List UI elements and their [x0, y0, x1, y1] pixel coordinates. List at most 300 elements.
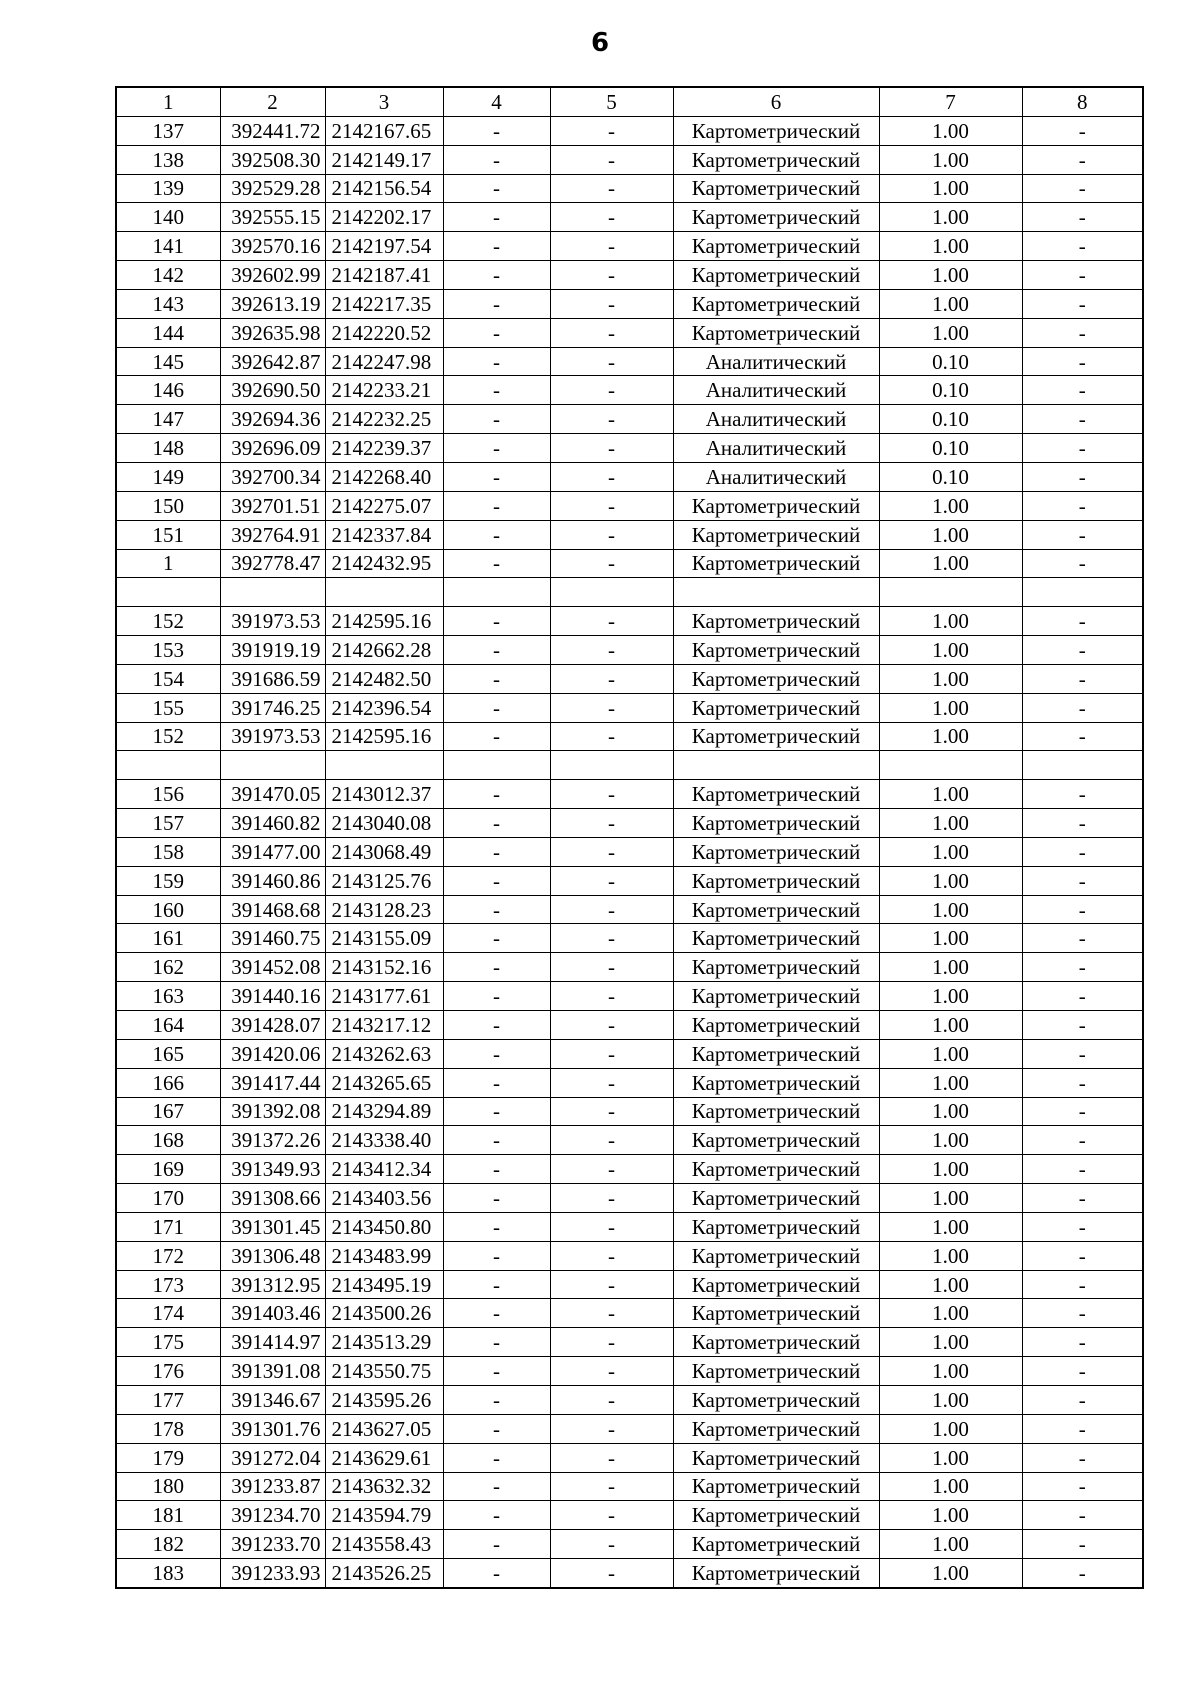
y-coordinate-cell: 2143068.49 [325, 837, 443, 866]
col4-cell: - [443, 318, 550, 347]
x-coordinate-cell: 392529.28 [220, 174, 325, 203]
method-cell: Картометрический [673, 1155, 879, 1184]
method-cell: Картометрический [673, 232, 879, 261]
y-coordinate-cell: 2143040.08 [325, 809, 443, 838]
x-coordinate-cell: 391372.26 [220, 1126, 325, 1155]
method-cell: Картометрический [673, 1068, 879, 1097]
table-row [116, 722, 1143, 751]
point-number-cell: 183 [116, 1559, 220, 1588]
point-number-cell: 171 [116, 1212, 220, 1241]
x-coordinate-cell: 392570.16 [220, 232, 325, 261]
col5-cell: - [550, 1126, 673, 1155]
point-number-cell: 145 [116, 347, 220, 376]
accuracy-cell: 1.00 [879, 1212, 1022, 1241]
method-cell: Картометрический [673, 664, 879, 693]
table-row [116, 1270, 1143, 1299]
col8-cell: - [1022, 866, 1143, 895]
x-coordinate-cell: 392701.51 [220, 491, 325, 520]
method-cell: Картометрический [673, 116, 879, 145]
y-coordinate-cell: 2143550.75 [325, 1357, 443, 1386]
point-number-cell: 148 [116, 434, 220, 463]
table-row [116, 1299, 1143, 1328]
col5-cell: - [550, 1212, 673, 1241]
accuracy-cell: 0.10 [879, 434, 1022, 463]
col4-cell: - [443, 1385, 550, 1414]
x-coordinate-cell: 392555.15 [220, 203, 325, 232]
col5-cell: - [550, 607, 673, 636]
accuracy-cell [879, 578, 1022, 607]
coordinates-table-body [116, 87, 1143, 1588]
col5-cell: - [550, 895, 673, 924]
accuracy-cell: 1.00 [879, 837, 1022, 866]
accuracy-cell: 0.10 [879, 347, 1022, 376]
col4-cell: - [443, 1212, 550, 1241]
header-cell: 6 [673, 87, 879, 116]
col5-cell: - [550, 174, 673, 203]
table-header-row [116, 87, 1143, 116]
y-coordinate-cell: 2142187.41 [325, 261, 443, 290]
table-row [116, 664, 1143, 693]
col4-cell: - [443, 232, 550, 261]
accuracy-cell: 1.00 [879, 780, 1022, 809]
col8-cell: - [1022, 405, 1143, 434]
x-coordinate-cell: 392700.34 [220, 462, 325, 491]
point-number-cell: 151 [116, 520, 220, 549]
method-cell: Картометрический [673, 549, 879, 578]
y-coordinate-cell: 2143594.79 [325, 1501, 443, 1530]
x-coordinate-cell: 391301.76 [220, 1414, 325, 1443]
method-cell: Аналитический [673, 434, 879, 463]
table-row [116, 203, 1143, 232]
accuracy-cell: 0.10 [879, 405, 1022, 434]
table-row [116, 1530, 1143, 1559]
col5-cell: - [550, 1184, 673, 1213]
x-coordinate-cell: 391392.08 [220, 1097, 325, 1126]
y-coordinate-cell: 2143125.76 [325, 866, 443, 895]
col8-cell: - [1022, 1011, 1143, 1040]
col8-cell: - [1022, 1385, 1143, 1414]
table-row [116, 1443, 1143, 1472]
accuracy-cell [879, 751, 1022, 780]
col8-cell: - [1022, 1039, 1143, 1068]
y-coordinate-cell: 2142595.16 [325, 607, 443, 636]
col8-cell: - [1022, 1212, 1143, 1241]
accuracy-cell: 1.00 [879, 491, 1022, 520]
table-row [116, 520, 1143, 549]
accuracy-cell: 1.00 [879, 145, 1022, 174]
accuracy-cell: 1.00 [879, 1270, 1022, 1299]
accuracy-cell: 1.00 [879, 1184, 1022, 1213]
point-number-cell: 181 [116, 1501, 220, 1530]
method-cell: Картометрический [673, 809, 879, 838]
table-row [116, 376, 1143, 405]
point-number-cell: 167 [116, 1097, 220, 1126]
col5-cell: - [550, 1443, 673, 1472]
y-coordinate-cell: 2143595.26 [325, 1385, 443, 1414]
col5-cell: - [550, 1559, 673, 1588]
point-number-cell: 1 [116, 549, 220, 578]
header-cell: 5 [550, 87, 673, 116]
point-number-cell: 139 [116, 174, 220, 203]
point-number-cell: 166 [116, 1068, 220, 1097]
col8-cell: - [1022, 520, 1143, 549]
col5-cell: - [550, 722, 673, 751]
accuracy-cell: 1.00 [879, 953, 1022, 982]
y-coordinate-cell: 2143128.23 [325, 895, 443, 924]
col4-cell: - [443, 174, 550, 203]
col5-cell: - [550, 1068, 673, 1097]
accuracy-cell: 1.00 [879, 1501, 1022, 1530]
col8-cell: - [1022, 1097, 1143, 1126]
col8-cell: - [1022, 1270, 1143, 1299]
x-coordinate-cell: 392635.98 [220, 318, 325, 347]
point-number-cell: 163 [116, 982, 220, 1011]
point-number-cell: 146 [116, 376, 220, 405]
table-row [116, 347, 1143, 376]
point-number-cell: 172 [116, 1241, 220, 1270]
method-cell: Картометрический [673, 318, 879, 347]
table-row [116, 982, 1143, 1011]
method-cell: Картометрический [673, 1184, 879, 1213]
x-coordinate-cell: 392613.19 [220, 289, 325, 318]
col4-cell: - [443, 434, 550, 463]
accuracy-cell: 1.00 [879, 1241, 1022, 1270]
col8-cell: - [1022, 664, 1143, 693]
point-number-cell: 170 [116, 1184, 220, 1213]
x-coordinate-cell: 391234.70 [220, 1501, 325, 1530]
point-number-cell: 141 [116, 232, 220, 261]
y-coordinate-cell: 2142239.37 [325, 434, 443, 463]
x-coordinate-cell: 392696.09 [220, 434, 325, 463]
col4-cell [443, 751, 550, 780]
col5-cell: - [550, 1328, 673, 1357]
accuracy-cell: 0.10 [879, 462, 1022, 491]
point-number-cell: 143 [116, 289, 220, 318]
point-number-cell: 179 [116, 1443, 220, 1472]
table-row [116, 895, 1143, 924]
col8-cell [1022, 578, 1143, 607]
point-number-cell: 155 [116, 693, 220, 722]
x-coordinate-cell: 392764.91 [220, 520, 325, 549]
col5-cell: - [550, 434, 673, 463]
col8-cell: - [1022, 491, 1143, 520]
col8-cell: - [1022, 636, 1143, 665]
method-cell: Картометрический [673, 693, 879, 722]
y-coordinate-cell: 2142217.35 [325, 289, 443, 318]
col4-cell: - [443, 1270, 550, 1299]
col4-cell: - [443, 722, 550, 751]
accuracy-cell: 1.00 [879, 549, 1022, 578]
x-coordinate-cell: 391973.53 [220, 607, 325, 636]
x-coordinate-cell: 391477.00 [220, 837, 325, 866]
table-row [116, 1068, 1143, 1097]
point-number-cell: 147 [116, 405, 220, 434]
col4-cell: - [443, 491, 550, 520]
col5-cell: - [550, 232, 673, 261]
y-coordinate-cell: 2143495.19 [325, 1270, 443, 1299]
col8-cell: - [1022, 895, 1143, 924]
col8-cell: - [1022, 1328, 1143, 1357]
x-coordinate-cell: 391403.46 [220, 1299, 325, 1328]
col4-cell: - [443, 347, 550, 376]
method-cell: Картометрический [673, 1097, 879, 1126]
accuracy-cell: 1.00 [879, 1385, 1022, 1414]
y-coordinate-cell: 2142156.54 [325, 174, 443, 203]
accuracy-cell: 1.00 [879, 289, 1022, 318]
accuracy-cell: 1.00 [879, 116, 1022, 145]
x-coordinate-cell: 391233.93 [220, 1559, 325, 1588]
point-number-cell: 156 [116, 780, 220, 809]
col8-cell: - [1022, 693, 1143, 722]
y-coordinate-cell: 2143513.29 [325, 1328, 443, 1357]
method-cell: Картометрический [673, 1299, 879, 1328]
col4-cell: - [443, 549, 550, 578]
col5-cell: - [550, 1241, 673, 1270]
point-number-cell: 177 [116, 1385, 220, 1414]
point-number-cell: 161 [116, 924, 220, 953]
x-coordinate-cell: 391973.53 [220, 722, 325, 751]
y-coordinate-cell: 2142662.28 [325, 636, 443, 665]
table-row [116, 1559, 1143, 1588]
method-cell: Картометрический [673, 145, 879, 174]
col4-cell: - [443, 1126, 550, 1155]
method-cell: Картометрический [673, 837, 879, 866]
method-cell: Картометрический [673, 491, 879, 520]
x-coordinate-cell: 391460.82 [220, 809, 325, 838]
col5-cell: - [550, 1472, 673, 1501]
table-row [116, 405, 1143, 434]
method-cell: Картометрический [673, 1443, 879, 1472]
x-coordinate-cell: 391460.86 [220, 866, 325, 895]
method-cell: Аналитический [673, 376, 879, 405]
y-coordinate-cell: 2142220.52 [325, 318, 443, 347]
method-cell: Картометрический [673, 1357, 879, 1386]
y-coordinate-cell: 2142337.84 [325, 520, 443, 549]
accuracy-cell: 1.00 [879, 1039, 1022, 1068]
x-coordinate-cell: 392694.36 [220, 405, 325, 434]
col5-cell: - [550, 1501, 673, 1530]
table-row [116, 318, 1143, 347]
col8-cell: - [1022, 174, 1143, 203]
x-coordinate-cell: 391686.59 [220, 664, 325, 693]
method-cell: Аналитический [673, 405, 879, 434]
col4-cell: - [443, 1184, 550, 1213]
method-cell: Аналитический [673, 462, 879, 491]
method-cell: Картометрический [673, 261, 879, 290]
col8-cell: - [1022, 809, 1143, 838]
col8-cell: - [1022, 549, 1143, 578]
x-coordinate-cell: 391312.95 [220, 1270, 325, 1299]
point-number-cell: 152 [116, 722, 220, 751]
table-row [116, 289, 1143, 318]
col5-cell: - [550, 924, 673, 953]
accuracy-cell: 1.00 [879, 982, 1022, 1011]
x-coordinate-cell: 391470.05 [220, 780, 325, 809]
col5-cell: - [550, 780, 673, 809]
col5-cell: - [550, 376, 673, 405]
point-number-cell: 153 [116, 636, 220, 665]
col8-cell: - [1022, 1241, 1143, 1270]
method-cell: Картометрический [673, 636, 879, 665]
table-row [116, 1385, 1143, 1414]
col5-cell: - [550, 664, 673, 693]
header-cell: 8 [1022, 87, 1143, 116]
y-coordinate-cell: 2142202.17 [325, 203, 443, 232]
col8-cell: - [1022, 1068, 1143, 1097]
y-coordinate-cell: 2142595.16 [325, 722, 443, 751]
col5-cell: - [550, 693, 673, 722]
col5-cell: - [550, 203, 673, 232]
method-cell: Аналитический [673, 347, 879, 376]
table-row [116, 116, 1143, 145]
point-number-cell: 157 [116, 809, 220, 838]
col5-cell: - [550, 837, 673, 866]
y-coordinate-cell: 2143526.25 [325, 1559, 443, 1588]
table-row [116, 1414, 1143, 1443]
x-coordinate-cell: 391440.16 [220, 982, 325, 1011]
col4-cell: - [443, 636, 550, 665]
col4-cell: - [443, 462, 550, 491]
point-number-cell: 180 [116, 1472, 220, 1501]
y-coordinate-cell: 2143627.05 [325, 1414, 443, 1443]
col5-cell: - [550, 636, 673, 665]
x-coordinate-cell [220, 751, 325, 780]
method-cell: Картометрический [673, 520, 879, 549]
col8-cell: - [1022, 982, 1143, 1011]
col8-cell: - [1022, 1357, 1143, 1386]
method-cell: Картометрический [673, 1241, 879, 1270]
page-number: 6 [590, 28, 610, 58]
col4-cell: - [443, 895, 550, 924]
y-coordinate-cell: 2143012.37 [325, 780, 443, 809]
y-coordinate-cell: 2143483.99 [325, 1241, 443, 1270]
point-number-cell: 159 [116, 866, 220, 895]
col8-cell: - [1022, 289, 1143, 318]
col4-cell: - [443, 1472, 550, 1501]
method-cell [673, 751, 879, 780]
y-coordinate-cell: 2143632.32 [325, 1472, 443, 1501]
col8-cell: - [1022, 462, 1143, 491]
col5-cell: - [550, 145, 673, 174]
accuracy-cell: 1.00 [879, 1530, 1022, 1559]
point-number-cell: 175 [116, 1328, 220, 1357]
point-number-cell: 150 [116, 491, 220, 520]
point-number-cell: 174 [116, 1299, 220, 1328]
col4-cell: - [443, 1501, 550, 1530]
col4-cell: - [443, 1414, 550, 1443]
col8-cell: - [1022, 1530, 1143, 1559]
point-number-cell: 142 [116, 261, 220, 290]
accuracy-cell: 1.00 [879, 261, 1022, 290]
y-coordinate-cell: 2143217.12 [325, 1011, 443, 1040]
x-coordinate-cell: 391349.93 [220, 1155, 325, 1184]
col4-cell: - [443, 1530, 550, 1559]
method-cell: Картометрический [673, 1011, 879, 1040]
col8-cell: - [1022, 1414, 1143, 1443]
col4-cell: - [443, 1039, 550, 1068]
y-coordinate-cell [325, 751, 443, 780]
point-number-cell: 165 [116, 1039, 220, 1068]
y-coordinate-cell: 2143265.65 [325, 1068, 443, 1097]
method-cell: Картометрический [673, 895, 879, 924]
col4-cell: - [443, 1299, 550, 1328]
table-row [116, 145, 1143, 174]
point-number-cell: 140 [116, 203, 220, 232]
method-cell [673, 578, 879, 607]
y-coordinate-cell: 2142167.65 [325, 116, 443, 145]
y-coordinate-cell: 2142268.40 [325, 462, 443, 491]
x-coordinate-cell: 391746.25 [220, 693, 325, 722]
method-cell: Картометрический [673, 1530, 879, 1559]
method-cell: Картометрический [673, 924, 879, 953]
col5-cell: - [550, 549, 673, 578]
col8-cell: - [1022, 376, 1143, 405]
accuracy-cell: 1.00 [879, 203, 1022, 232]
y-coordinate-cell: 2142275.07 [325, 491, 443, 520]
accuracy-cell: 1.00 [879, 318, 1022, 347]
method-cell: Картометрический [673, 1559, 879, 1588]
x-coordinate-cell: 391308.66 [220, 1184, 325, 1213]
col4-cell: - [443, 203, 550, 232]
col4-cell: - [443, 376, 550, 405]
y-coordinate-cell: 2142232.25 [325, 405, 443, 434]
table-row [116, 232, 1143, 261]
accuracy-cell: 0.10 [879, 376, 1022, 405]
table-row [116, 1212, 1143, 1241]
method-cell: Картометрический [673, 1414, 879, 1443]
col4-cell: - [443, 837, 550, 866]
accuracy-cell: 1.00 [879, 1299, 1022, 1328]
col5-cell: - [550, 318, 673, 347]
point-number-cell: 168 [116, 1126, 220, 1155]
accuracy-cell: 1.00 [879, 1097, 1022, 1126]
y-coordinate-cell: 2143500.26 [325, 1299, 443, 1328]
x-coordinate-cell: 391233.87 [220, 1472, 325, 1501]
y-coordinate-cell: 2143262.63 [325, 1039, 443, 1068]
col5-cell [550, 578, 673, 607]
accuracy-cell: 1.00 [879, 1155, 1022, 1184]
col4-cell: - [443, 607, 550, 636]
x-coordinate-cell: 391233.70 [220, 1530, 325, 1559]
y-coordinate-cell: 2143177.61 [325, 982, 443, 1011]
accuracy-cell: 1.00 [879, 1328, 1022, 1357]
col4-cell: - [443, 520, 550, 549]
col4-cell: - [443, 1097, 550, 1126]
y-coordinate-cell: 2143412.34 [325, 1155, 443, 1184]
point-number-cell [116, 751, 220, 780]
col8-cell: - [1022, 434, 1143, 463]
x-coordinate-cell: 391460.75 [220, 924, 325, 953]
col4-cell: - [443, 809, 550, 838]
accuracy-cell: 1.00 [879, 866, 1022, 895]
accuracy-cell: 1.00 [879, 924, 1022, 953]
col8-cell: - [1022, 145, 1143, 174]
col8-cell [1022, 751, 1143, 780]
col8-cell: - [1022, 1184, 1143, 1213]
point-number-cell: 137 [116, 116, 220, 145]
x-coordinate-cell: 392602.99 [220, 261, 325, 290]
y-coordinate-cell [325, 578, 443, 607]
method-cell: Картометрический [673, 174, 879, 203]
col5-cell: - [550, 953, 673, 982]
table-row [116, 1039, 1143, 1068]
accuracy-cell: 1.00 [879, 232, 1022, 261]
x-coordinate-cell: 391428.07 [220, 1011, 325, 1040]
method-cell: Картометрический [673, 203, 879, 232]
table-row [116, 1155, 1143, 1184]
col4-cell: - [443, 261, 550, 290]
point-number-cell: 138 [116, 145, 220, 174]
